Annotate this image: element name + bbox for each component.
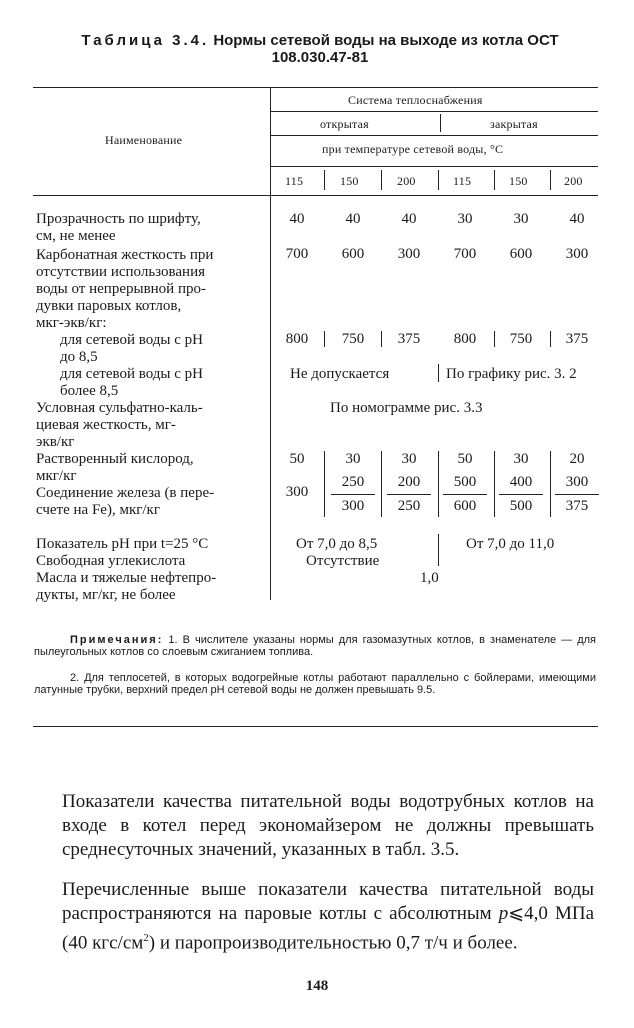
table-cell: 800 (285, 331, 309, 347)
table-cell: 375 (565, 331, 589, 347)
table-cell: 800 (453, 331, 477, 347)
temp-divider-4 (494, 170, 495, 190)
row-label: Условная сульфатно-каль- циевая жесткость, мг- экв/кг (36, 400, 203, 450)
table-cell: Отсутствие (306, 553, 380, 569)
table-cell: 50 (457, 451, 473, 467)
table-cell: 700 (285, 246, 309, 262)
table-cell: 300 (397, 246, 421, 262)
table-cell: От 7,0 до 8,5 (296, 536, 378, 552)
table-cell: По графику рис. 3. 2 (446, 366, 577, 382)
note-1: Примечания: 1. В числителе указаны нормы для газомазутных котлов, в знаменателе — для пылеугольных котлов со слоевым сжиганием топлива. (34, 634, 596, 658)
table-cell: 30 (513, 451, 529, 467)
row-label: Масла и тяжелые нефтепро- дукты, мг/кг, не более (36, 570, 217, 603)
table-caption: Нормы сетевой воды на выходе из котла ОСТ (213, 32, 559, 49)
table-cell: 600 (509, 246, 533, 262)
table-cell: 40 (289, 211, 305, 227)
table-cell: 600 (453, 498, 477, 514)
row-label: для сетевой воды с pH более 8,5 (60, 366, 203, 399)
temp-divider-5 (550, 170, 551, 190)
cell-divider (324, 331, 325, 347)
table-cell: 750 (341, 331, 365, 347)
table-cell: 375 (565, 498, 589, 514)
system-header: Система теплоснабжения (348, 93, 483, 107)
fraction-bar (499, 494, 543, 495)
table-cell: 600 (341, 246, 365, 262)
cell-divider (324, 451, 325, 517)
system-rule (270, 111, 598, 112)
cell-divider (438, 534, 439, 566)
table-title (30, 32, 610, 66)
cell-divider (494, 451, 495, 517)
temp-divider-2 (381, 170, 382, 190)
table-cell: 500 (453, 474, 477, 490)
row-label: Растворенный кислород, мкг/кг (36, 451, 194, 484)
temperature-header: при температуре сетевой воды, °С (322, 142, 504, 156)
temp-divider-1 (324, 170, 325, 190)
temp-200-closed: 200 (564, 174, 583, 188)
table-cell: 30 (457, 211, 473, 227)
notes-bottom-rule (33, 726, 598, 727)
fraction-bar (331, 494, 375, 495)
row-label: Соединение железа (в пере- счете на Fe), мкг/кг (36, 485, 215, 518)
temp-divider-3 (438, 170, 439, 190)
table-top-rule (33, 87, 598, 88)
row-label: Карбонатная жесткость при отсутствии использования воды от непрерывной про- дувки паровых котлов, мкг-экв/кг: (36, 247, 214, 331)
table-cell: 40 (401, 211, 417, 227)
table-cell: 40 (345, 211, 361, 227)
table-cell: 300 (341, 498, 365, 514)
table-cell: 50 (289, 451, 305, 467)
temp-115-closed: 115 (453, 174, 472, 188)
note-2: 2. Для теплосетей, в которых водогрейные котлы работают параллельно с бойлерами, имеющими латунные трубки, верхний предел pH сетевой воды не должен превышать 9.5. (34, 672, 596, 696)
table-cell: 30 (401, 451, 417, 467)
header-bottom-rule (33, 195, 598, 196)
temp-rule (270, 166, 598, 167)
table-cell: 375 (397, 331, 421, 347)
table-cell: 40 (569, 211, 585, 227)
cell-divider (381, 451, 382, 517)
type-rule (270, 135, 598, 136)
table-cell: По номограмме рис. 3.3 (330, 400, 483, 416)
name-column-divider (270, 87, 271, 600)
cell-divider (494, 331, 495, 347)
table-cell: Не допускается (290, 366, 390, 382)
row-label: Прозрачность по шрифту, см, не менее (36, 211, 201, 244)
cell-divider (438, 451, 439, 517)
table-cell: 500 (509, 498, 533, 514)
open-header: открытая (320, 117, 369, 131)
page-number: 148 (305, 978, 329, 994)
fraction-bar (443, 494, 487, 495)
row-label: Свободная углекислота (36, 553, 186, 569)
cell-divider (550, 451, 551, 517)
table-label: Таблица 3.4. (81, 32, 210, 49)
table-cell: 250 (397, 498, 421, 514)
closed-header: закрытая (490, 117, 538, 131)
table-cell: 700 (453, 246, 477, 262)
row-label: Показатель pH при t=25 °С (36, 536, 209, 552)
table-cell: 300 (285, 484, 309, 500)
notes-heading: Примечания: (70, 634, 164, 646)
row-label: для сетевой воды с pH до 8,5 (60, 332, 203, 365)
table-cell: 200 (397, 474, 421, 490)
body-paragraph-1: Показатели качества питательной воды водотрубных котлов на входе в котел перед экономайзером не должны превышать среднесуточных значений, указанных в табл. 3.5. (62, 791, 594, 860)
fraction-bar (555, 494, 599, 495)
name-column-header: Наименование (105, 133, 183, 147)
cell-divider (438, 364, 439, 382)
fraction-bar (387, 494, 431, 495)
table-cell: 20 (569, 451, 585, 467)
cell-divider (550, 331, 551, 347)
temp-115-open: 115 (285, 174, 304, 188)
table-cell: 1,0 (420, 570, 439, 586)
temp-150-closed: 150 (509, 174, 528, 188)
table-cell: 300 (565, 474, 589, 490)
temp-200-open: 200 (397, 174, 416, 188)
body-paragraph-2: Перечисленные выше показатели качества питательной воды распространяются на паровые котлы с абсолютным p⩽4,0 МПа (40 кгс/$см^2$) и паропроизводительностью 0,7 т/ч и более. (62, 879, 594, 954)
table-cell: 30 (345, 451, 361, 467)
table-cell: 750 (509, 331, 533, 347)
table-cell: 250 (341, 474, 365, 490)
table-cell: От 7,0 до 11,0 (466, 536, 555, 552)
standard-code: 108.030.47-81 (271, 49, 369, 66)
cell-divider (381, 331, 382, 347)
open-closed-divider-header (440, 114, 441, 132)
table-cell: 400 (509, 474, 533, 490)
table-cell: 30 (513, 211, 529, 227)
temp-150-open: 150 (340, 174, 359, 188)
table-cell: 300 (565, 246, 589, 262)
